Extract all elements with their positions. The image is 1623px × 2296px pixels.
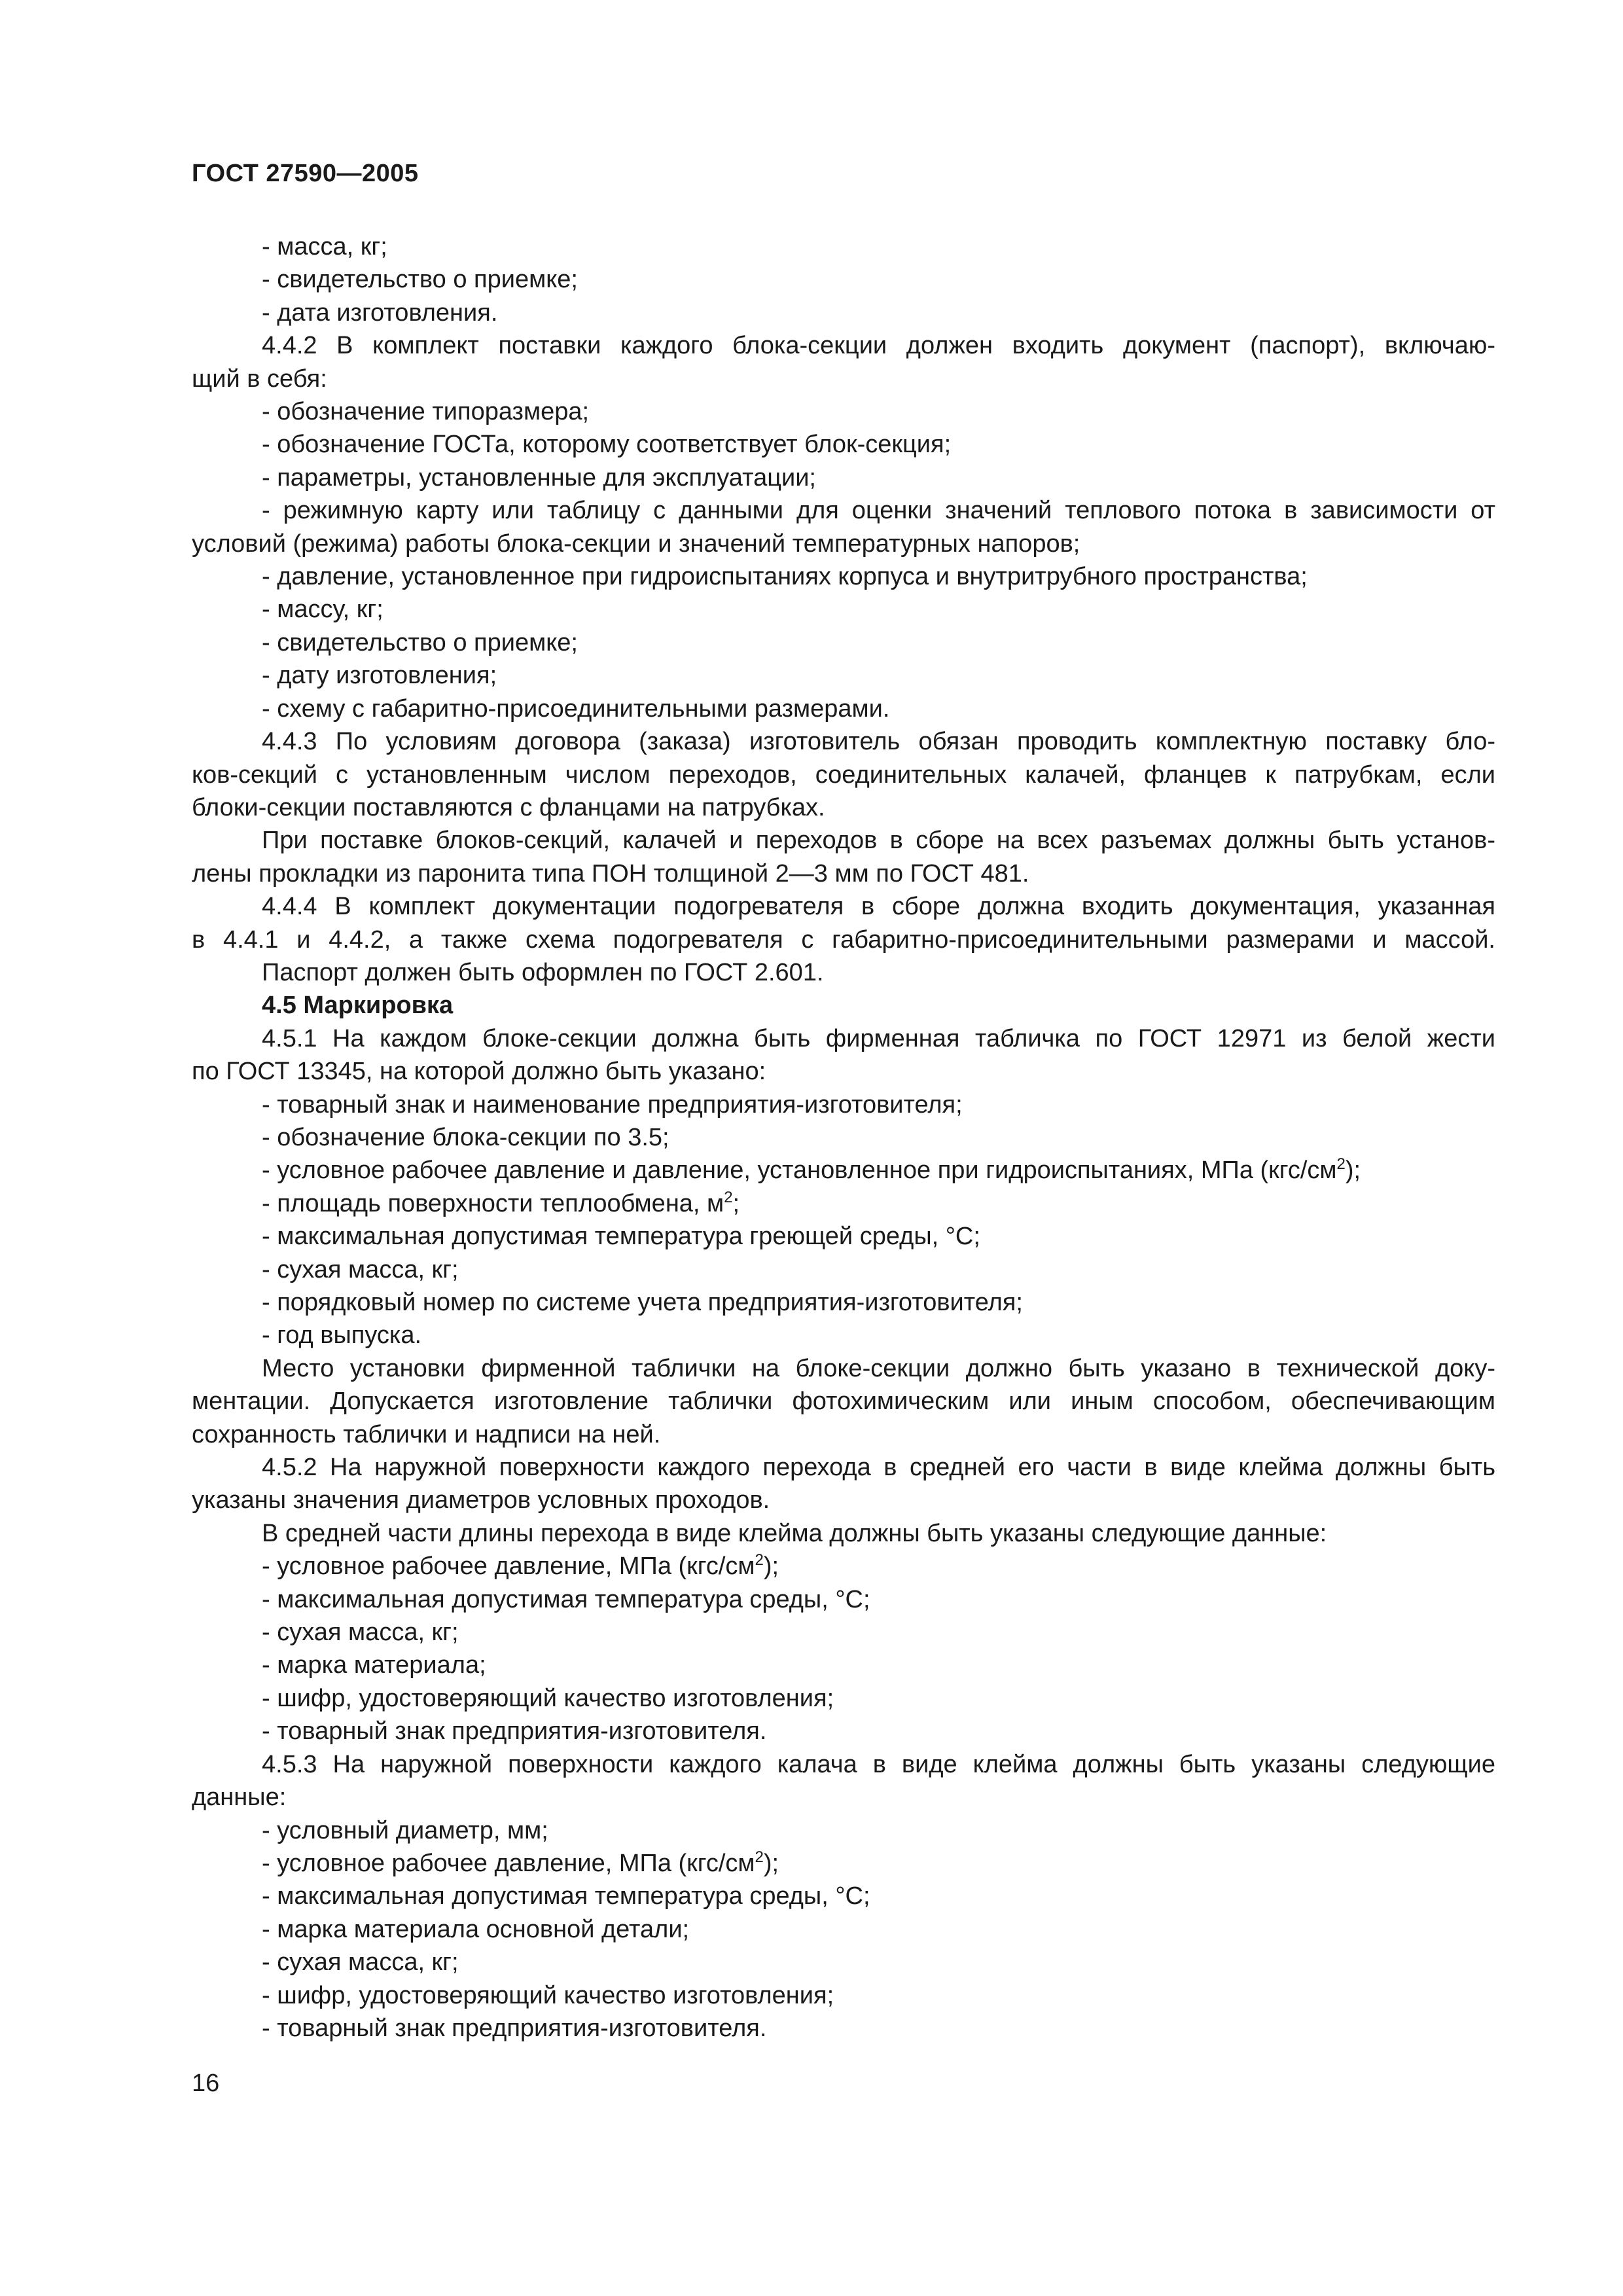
list-item: - шифр, удостоверяющий качество изготовления; xyxy=(262,1981,834,2009)
list-item-text: ); xyxy=(1345,1157,1361,1185)
list-item-text: ); xyxy=(763,1849,779,1877)
list-item: - свидетельство о приемке; xyxy=(262,628,578,656)
list-item: - год выпуска. xyxy=(262,1321,422,1350)
document-body xyxy=(192,230,1495,2045)
list-item: - товарный знак и наименование предприятия-изготовителя; xyxy=(262,1090,963,1119)
list-item-continuation: условий (режима) работы блока-секции и значений температурных напоров; xyxy=(192,529,1080,558)
list-item xyxy=(192,1550,1495,1583)
document-header: ГОСТ 27590—2005 xyxy=(192,160,419,187)
list-item: - дата изготовления. xyxy=(262,298,498,327)
list-item xyxy=(192,1847,1495,1880)
list-item: - максимальная допустимая температура греющей среды, °С; xyxy=(262,1223,980,1251)
clause-4-4-2-line: 4.4.2 В комплект поставки каждого блока-секции должен входить документ (паспорт), включаю- xyxy=(262,332,1495,360)
clause-4-5-3-line: данные: xyxy=(192,1784,287,1812)
list-item: - обозначение ГОСТа, которому соответствует блок-секция; xyxy=(262,431,952,459)
list-item: - сухая масса, кг; xyxy=(262,1255,459,1283)
superscript: 2 xyxy=(755,1551,764,1570)
list-item: - марка материала; xyxy=(262,1651,486,1679)
list-item: - товарный знак предприятия-изготовителя. xyxy=(262,1717,767,1746)
list-item: - давление, установленное при гидроиспытаниях корпуса и внутритрубного пространства; xyxy=(262,563,1308,591)
page-number: 16 xyxy=(192,2070,220,2097)
list-item: - порядковый номер по системе учета предприятия-изготовителя; xyxy=(262,1289,1023,1316)
clause-4-5-2-line: 4.5.2 На наружной поверхности каждого перехода в средней его части в виде клейма должны быть xyxy=(262,1454,1495,1482)
list-item: - масса, кг; xyxy=(262,233,387,260)
list-item: - максимальная допустимая температура среды, °С; xyxy=(262,1585,870,1613)
paragraph-line: Место установки фирменной таблички на блоке-секции должно быть указано в технической доку- xyxy=(262,1354,1495,1382)
list-item: - условный диаметр, мм; xyxy=(262,1816,548,1844)
clause-4-4-4-line: 4.4.4 В комплект документации подогревателя в сборе должна входить документация, указанная xyxy=(262,893,1495,921)
clause-4-4-3-line: ков-секций с установленным числом переходов, соединительных калачей, фланцев к патрубкам, если xyxy=(192,761,1495,789)
list-item: - обозначение типоразмера; xyxy=(262,398,590,426)
list-item: - массу, кг; xyxy=(262,596,383,624)
list-item xyxy=(192,1187,1495,1220)
clause-4-4-2-line: щий в себя: xyxy=(192,365,327,393)
list-item: - марка материала основной детали; xyxy=(262,1915,690,1943)
list-item: - схему с габаритно-присоединительными размерами. xyxy=(262,694,890,723)
list-item: - обозначение блока-секции по 3.5; xyxy=(262,1123,669,1151)
list-item: - шифр, удостоверяющий качество изготовления; xyxy=(262,1684,834,1712)
list-item-text: ; xyxy=(732,1189,740,1217)
list-item: - свидетельство о приемке; xyxy=(262,266,578,294)
paragraph-line: При поставке блоков-секций, калачей и переходов в сборе на всех разъемах должны быть установ- xyxy=(262,827,1495,855)
list-item-text: - площадь поверхности теплообмена, м xyxy=(262,1189,724,1217)
superscript: 2 xyxy=(755,1848,764,1866)
clause-4-5-1-line: по ГОСТ 13345, на которой должно быть указано: xyxy=(192,1058,766,1086)
list-item-text: ); xyxy=(763,1552,779,1581)
list-item: - режимную карту или таблицу с данными для оценки значений теплового потока в зависимости от xyxy=(262,497,1495,525)
superscript: 2 xyxy=(724,1188,733,1206)
paragraph-line: лены прокладки из паронита типа ПОН толщиной 2—3 мм по ГОСТ 481. xyxy=(192,859,1029,888)
clause-4-5-2-line: указаны значения диаметров условных проходов. xyxy=(192,1486,770,1515)
list-item: - максимальная допустимая температура среды, °С; xyxy=(262,1882,870,1910)
list-item-text: - условное рабочее давление и давление, установленное при гидроиспытаниях, МПа (кгс/см xyxy=(262,1157,1337,1185)
list-item xyxy=(192,1154,1495,1187)
section-heading-4-5: 4.5 Маркировка xyxy=(262,992,454,1020)
clause-4-4-3-line: 4.4.3 По условиям договора (заказа) изготовитель обязан проводить комплектную поставку бло- xyxy=(262,728,1495,756)
paragraph-line: Паспорт должен быть оформлен по ГОСТ 2.601. xyxy=(262,958,824,986)
list-item: - дату изготовления; xyxy=(262,662,497,690)
clause-4-4-4-line: в 4.4.1 и 4.4.2, а также схема подогревателя с габаритно-присоединительными размерами и массой. xyxy=(192,925,1495,954)
paragraph-line: сохранность таблички и надписи на ней. xyxy=(192,1420,661,1448)
clause-4-5-3-line: 4.5.3 На наружной поверхности каждого калача в виде клейма должны быть указаны следующие xyxy=(262,1750,1495,1778)
paragraph-line: ментации. Допускается изготовление таблички фотохимическим или иным способом, обеспечивающим xyxy=(192,1388,1495,1416)
list-item: - сухая масса, кг; xyxy=(262,1948,459,1977)
list-item: - сухая масса, кг; xyxy=(262,1619,459,1647)
clause-4-4-3-line: блоки-секции поставляются с фланцами на патрубках. xyxy=(192,793,825,821)
clause-4-5-1-line: 4.5.1 На каждом блоке-секции должна быть фирменная табличка по ГОСТ 12971 из белой жести xyxy=(262,1024,1495,1052)
list-item-text: - условное рабочее давление, МПа (кгс/см xyxy=(262,1849,755,1877)
list-item: - товарный знак предприятия-изготовителя. xyxy=(262,2014,767,2042)
paragraph-line: В средней части длины перехода в виде клейма должны быть указаны следующие данные: xyxy=(262,1519,1327,1547)
list-item: - параметры, установленные для эксплуатации; xyxy=(262,463,816,492)
superscript: 2 xyxy=(1336,1155,1346,1174)
list-item-text: - условное рабочее давление, МПа (кгс/см xyxy=(262,1552,755,1581)
